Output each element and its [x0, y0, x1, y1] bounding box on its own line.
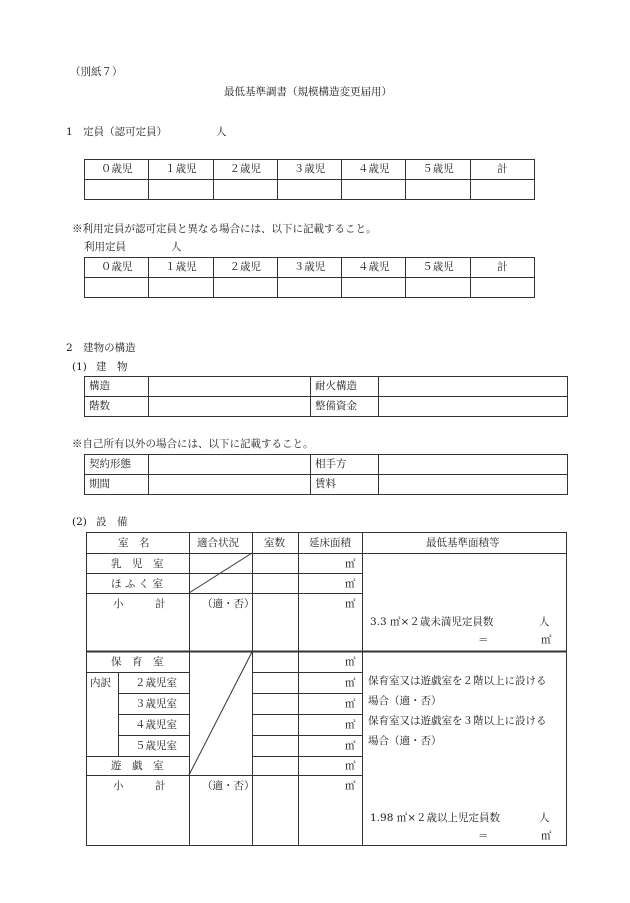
area-unit: ㎡ — [345, 578, 356, 590]
contract-label: 賃料 — [311, 475, 379, 495]
area-unit: ㎡ — [345, 598, 356, 610]
building-label: 整備資金 — [311, 397, 379, 417]
sub1-title: 建 物 — [96, 361, 128, 373]
min-area-formula-under2: 3.3 ㎡×２歳未満児定員数 — [370, 616, 494, 628]
person-unit: 人 — [539, 616, 550, 628]
min-area-formula-over2: 1.98 ㎡×２歳以上児定員数 — [370, 812, 501, 824]
area-unit: ㎡ — [345, 760, 356, 772]
breakdown-label: 内訳 — [90, 677, 111, 689]
contract-label: 相手方 — [311, 455, 379, 475]
play-room-label: 遊 戯 室 — [111, 760, 164, 772]
building-label: 耐火構造 — [311, 377, 379, 397]
document-title: 最低基準調書（規模構造変更届用） — [224, 86, 392, 98]
third-floor-note: 保育室又は遊戯室を３階以上に設ける — [368, 715, 547, 727]
subtotal-label: 小 計 — [113, 598, 166, 610]
sub1-label: (1) — [72, 361, 87, 373]
area-unit: ㎡ — [345, 558, 356, 570]
contract-label: 契約形態 — [85, 455, 149, 475]
contract-label: 期間 — [85, 475, 149, 495]
area-unit: ㎡ — [345, 740, 356, 752]
age-room-label: ５歳児室 — [135, 740, 177, 752]
status-tekihi[interactable]: （適・否） — [202, 598, 255, 610]
sub2-title: 設 備 — [96, 516, 128, 528]
usage-header-cell: １歳児 — [149, 258, 213, 278]
header-area: 延床面積 — [309, 537, 351, 549]
upper-floor-note-cont[interactable]: 場合（適・否） — [368, 695, 442, 707]
equals-sign: ＝ — [478, 830, 489, 842]
area-unit: ㎡ — [345, 698, 356, 710]
usage-header-cell: ２歳児 — [213, 258, 277, 278]
capacity-header-cell: ０歳児 — [85, 160, 149, 180]
annex-label: （別紙７） — [70, 66, 123, 78]
capacity-header-cell: ３歳児 — [277, 160, 341, 180]
header-count: 室数 — [264, 537, 285, 549]
usage-header-cell: ５歳児 — [406, 258, 470, 278]
childcare-room-label: 保 育 室 — [111, 656, 164, 668]
area-unit: ㎡ — [345, 677, 356, 689]
area-unit: ㎡ — [345, 780, 356, 792]
usage-header-cell: ０歳児 — [85, 258, 149, 278]
building-label: 階数 — [85, 397, 149, 417]
capacity-header-cell: ５歳児 — [406, 160, 470, 180]
area-unit: ㎡ — [541, 634, 552, 646]
nursing-room-label: 乳 児 室 — [111, 558, 164, 570]
diagonal-slash — [189, 652, 252, 775]
area-unit: ㎡ — [345, 656, 356, 668]
equals-sign: ＝ — [478, 634, 489, 646]
usage-note: ※利用定員が認可定員と異なる場合には、以下に記載すること。 — [72, 223, 377, 235]
crawling-room-label: ほ ふ く 室 — [111, 578, 164, 590]
upper-floor-note: 保育室又は遊戯室を２階以上に設ける — [368, 675, 547, 687]
third-floor-note-cont[interactable]: 場合（適・否） — [368, 735, 442, 747]
usage-header-cell: ３歳児 — [277, 258, 341, 278]
header-min-area: 最低基準面積等 — [426, 537, 500, 549]
area-unit: ㎡ — [345, 719, 356, 731]
subtotal-label: 小 計 — [113, 780, 166, 792]
usage-unit: 人 — [171, 241, 182, 253]
capacity-header-cell: 計 — [470, 160, 534, 180]
area-unit: ㎡ — [541, 830, 552, 842]
age-room-label: ４歳児室 — [135, 719, 177, 731]
person-unit: 人 — [539, 812, 550, 824]
section1-unit: 人 — [216, 126, 227, 138]
capacity-header-cell: １歳児 — [149, 160, 213, 180]
age-room-label: ２歳児室 — [135, 677, 177, 689]
usage-header-cell: 計 — [470, 258, 534, 278]
header-status: 適合状況 — [197, 537, 239, 549]
section2-heading: 2 建物の構造 — [66, 342, 136, 354]
status-tekihi[interactable]: （適・否） — [202, 780, 255, 792]
building-label: 構造 — [85, 377, 149, 397]
age-room-label: ３歳児室 — [135, 698, 177, 710]
capacity-header-cell: ４歳児 — [342, 160, 406, 180]
contract-note: ※自己所有以外の場合には、以下に記載すること。 — [72, 438, 314, 450]
capacity-header-cell: ２歳児 — [213, 160, 277, 180]
section1-heading: 1 定員（認可定員） — [66, 126, 168, 138]
usage-label: 利用定員 — [84, 241, 126, 253]
sub2-label: (2) — [72, 516, 87, 528]
usage-header-cell: ４歳児 — [342, 258, 406, 278]
header-room: 室 名 — [118, 537, 150, 549]
